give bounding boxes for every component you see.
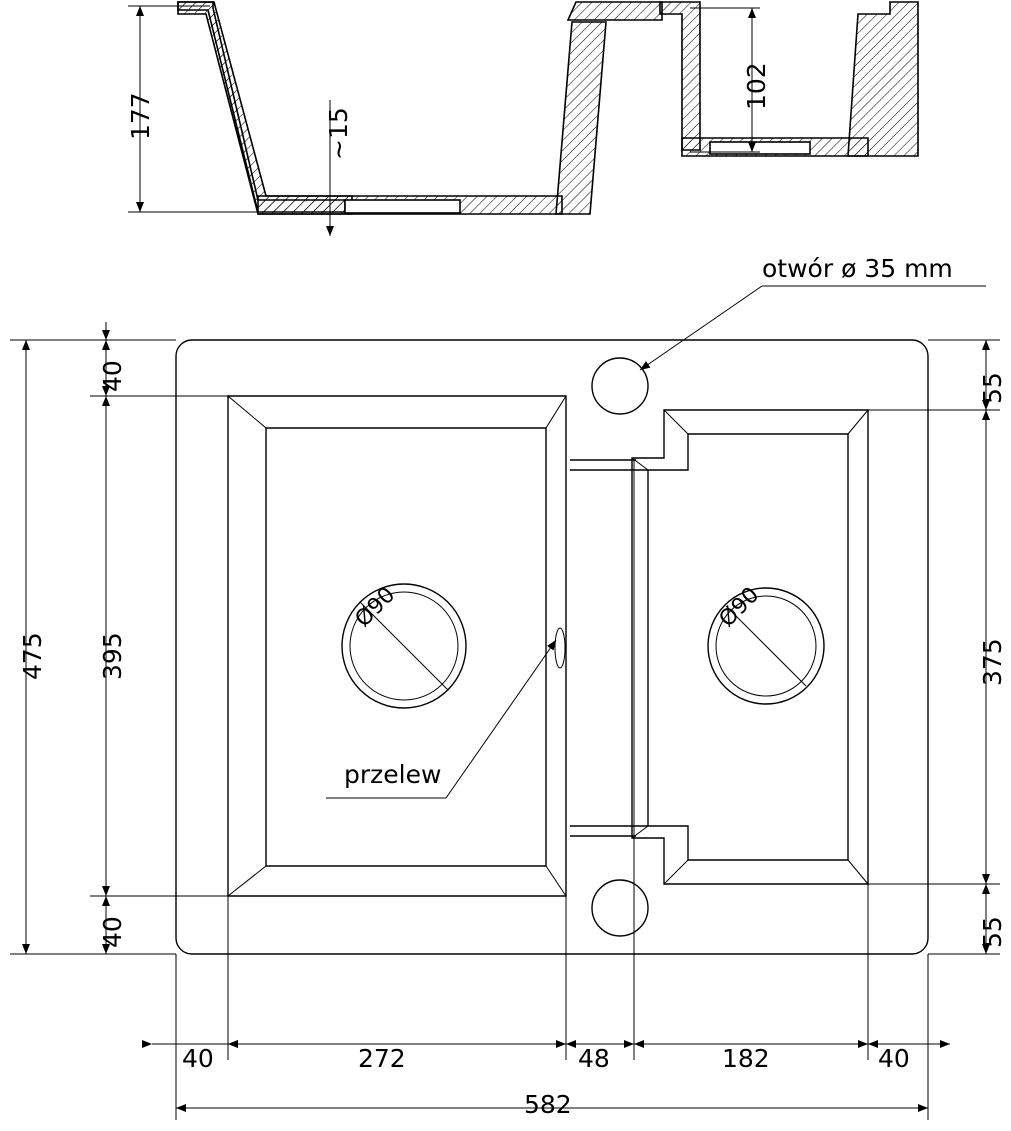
dim-left-margin: 40 <box>182 1044 214 1073</box>
overflow-annotation: przelew <box>344 760 442 789</box>
dim-right-bowl-width: 182 <box>722 1044 770 1073</box>
dim-bowl-floor-slope: ~15 <box>324 107 353 160</box>
dim-overall-width: 582 <box>524 1090 572 1119</box>
tap-hole-annotation: otwór ø 35 mm <box>762 254 953 283</box>
dim-right-margin: 40 <box>878 1044 910 1073</box>
cross-section-view <box>128 2 920 236</box>
dim-left-bowl-depth: 395 <box>98 632 127 680</box>
dim-right-bottom-margin: 55 <box>978 916 1007 948</box>
dim-right-top-margin: 55 <box>978 372 1007 404</box>
top-view <box>10 286 1000 1120</box>
dim-depth-small-bowl: 102 <box>742 62 771 110</box>
dim-bottom-margin: 40 <box>98 916 127 948</box>
dim-left-bowl-width: 272 <box>358 1044 406 1073</box>
drain-right-label: Ø90 <box>714 582 765 633</box>
dim-between-bowls: 48 <box>578 1044 610 1073</box>
dim-depth-main-bowl: 177 <box>126 92 155 140</box>
dim-right-bowl-depth: 375 <box>978 638 1007 686</box>
dim-overall-depth: 475 <box>18 632 47 680</box>
drain-left-label: Ø90 <box>350 582 401 633</box>
dim-top-margin: 40 <box>98 360 127 392</box>
